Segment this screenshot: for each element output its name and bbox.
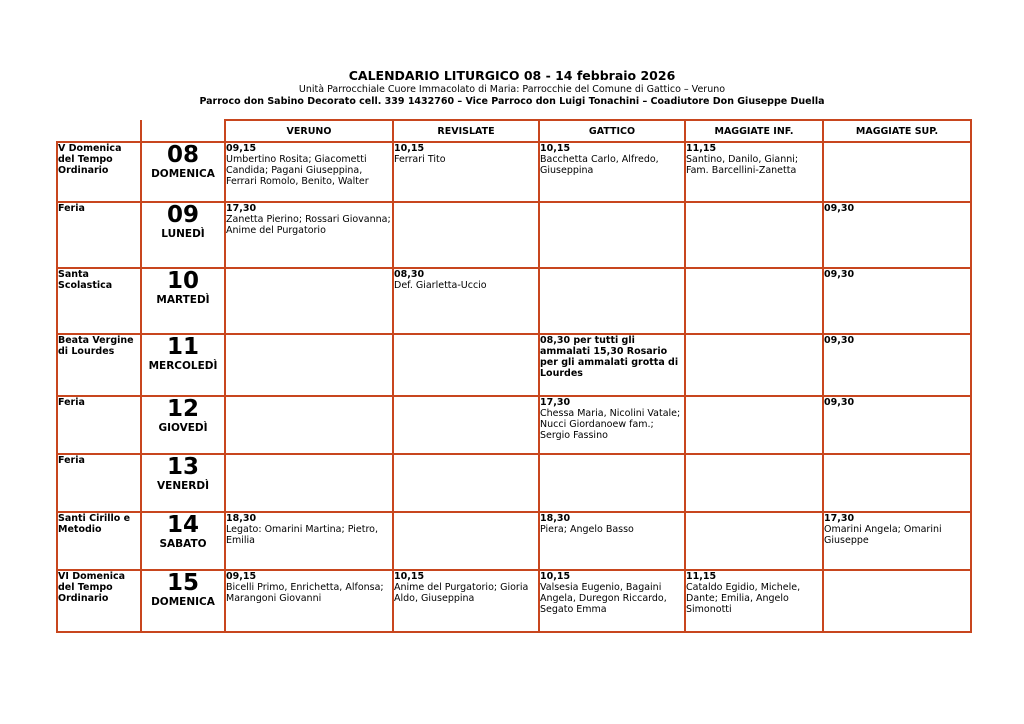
mass-intentions: Anime del Purgatorio; Gioria Aldo, Giuseppina	[394, 582, 529, 604]
mass-cell	[393, 570, 539, 632]
mass-time: 09,30	[824, 269, 855, 280]
day-cell	[141, 202, 225, 268]
mass-intentions: Zanetta Pierino; Rossari Giovanna; Anime del Purgatorio	[226, 214, 391, 236]
mass-intentions: Def. Giarletta-Uccio	[394, 280, 487, 291]
mass-cell	[539, 512, 685, 570]
mass-cell	[225, 512, 393, 570]
mass-time: 11,15	[686, 571, 717, 582]
day-name: DOMENICA	[151, 168, 215, 180]
mass-cell	[539, 454, 685, 512]
day-number: 15	[166, 570, 199, 596]
mass-cell	[225, 142, 393, 202]
calendar-row	[57, 334, 971, 396]
day-name: GIOVEDÌ	[158, 422, 208, 434]
liturgy-label: V Domenica del Tempo Ordinario	[57, 142, 141, 202]
day-number: 08	[166, 142, 199, 168]
mass-time: 11,15	[686, 143, 717, 154]
mass-cell	[685, 334, 823, 396]
mass-time: 09,15	[226, 571, 257, 582]
mass-intentions: Piera; Angelo Basso	[540, 524, 634, 535]
mass-cell	[685, 142, 823, 202]
blank-header-cell	[57, 120, 141, 142]
mass-cell	[393, 202, 539, 268]
mass-cell	[225, 396, 393, 454]
mass-cell	[823, 334, 971, 396]
day-number: 14	[166, 512, 199, 538]
day-name: SABATO	[159, 538, 207, 550]
day-cell	[141, 396, 225, 454]
mass-intentions: Valsesia Eugenio, Bagaini Angela, Duregon Riccardo, Segato Emma	[540, 582, 667, 615]
mass-cell	[225, 202, 393, 268]
day-name: MERCOLEDÌ	[148, 360, 218, 372]
mass-cell	[685, 570, 823, 632]
mass-cell	[823, 142, 971, 202]
mass-cell	[393, 454, 539, 512]
liturgy-label: Santi Cirillo e Metodio	[57, 512, 141, 570]
mass-cell	[823, 512, 971, 570]
header-row	[57, 120, 971, 142]
day-name: MARTEDÌ	[156, 294, 210, 306]
mass-time: 08,30	[394, 269, 425, 280]
day-name: DOMENICA	[151, 596, 215, 608]
mass-time: 10,15	[540, 571, 571, 582]
day-cell	[141, 268, 225, 334]
day-cell	[141, 512, 225, 570]
mass-cell	[225, 334, 393, 396]
mass-time: 17,30	[540, 397, 571, 408]
day-number: 09	[166, 202, 199, 228]
mass-intentions: Omarini Angela; Omarini Giuseppe	[824, 524, 942, 546]
mass-intentions: Bacchetta Carlo, Alfredo, Giuseppina	[540, 154, 659, 176]
mass-cell	[225, 268, 393, 334]
mass-cell	[393, 142, 539, 202]
calendar-row	[57, 202, 971, 268]
mass-cell	[393, 512, 539, 570]
mass-time: 09,15	[226, 143, 257, 154]
blank-header-cell	[141, 120, 225, 142]
mass-cell	[393, 268, 539, 334]
mass-time: 10,15	[394, 143, 425, 154]
mass-time: 18,30	[540, 513, 571, 524]
mass-intentions: Umbertino Rosita; Giacometti Candida; Pagani Giuseppina, Ferrari Romolo, Benito, Walter	[226, 154, 369, 187]
column-header: GATTICO	[539, 120, 685, 142]
day-number: 13	[166, 454, 199, 480]
mass-cell	[685, 268, 823, 334]
mass-intentions: Santino, Danilo, Gianni; Fam. Barcellini-Zanetta	[686, 154, 799, 176]
liturgical-calendar-table	[56, 119, 972, 633]
page-title: CALENDARIO LITURGICO 08 - 14 febbraio 2026	[348, 68, 676, 83]
clergy-line: Parroco don Sabino Decorato cell. 339 1432760 – Vice Parroco don Luigi Tonachini – Coadiutore Don Giuseppe Duella	[199, 96, 825, 107]
mass-cell	[685, 396, 823, 454]
mass-cell	[539, 268, 685, 334]
day-number: 10	[166, 268, 199, 294]
day-cell	[141, 570, 225, 632]
mass-cell	[823, 454, 971, 512]
calendar-row	[57, 396, 971, 454]
mass-time: 09,30	[824, 397, 855, 408]
mass-cell	[539, 570, 685, 632]
mass-time: 18,30	[226, 513, 257, 524]
column-header: MAGGIATE SUP.	[823, 120, 971, 142]
mass-cell	[539, 334, 685, 396]
page-subtitle: Unità Parrocchiale Cuore Immacolato di Maria: Parrocchie del Comune di Gattico – Veruno	[298, 84, 726, 95]
calendar-row	[57, 142, 971, 202]
mass-cell	[539, 142, 685, 202]
day-number: 12	[166, 396, 199, 422]
liturgy-label: Feria	[57, 396, 141, 454]
mass-intentions: Chessa Maria, Nicolini Vatale; Nucci Giordanoew fam.; Sergio Fassino	[540, 408, 681, 441]
mass-time: 09,30	[824, 203, 855, 214]
mass-intentions: Ferrari Tito	[394, 154, 446, 165]
day-number: 11	[166, 334, 199, 360]
mass-time: 17,30	[226, 203, 257, 214]
day-name: VENERDÌ	[157, 480, 209, 492]
mass-cell	[685, 512, 823, 570]
mass-time: 09,30	[824, 335, 855, 346]
column-header: VERUNO	[225, 120, 393, 142]
liturgy-label: VI Domenica del Tempo Ordinario	[57, 570, 141, 632]
mass-cell	[225, 454, 393, 512]
day-cell	[141, 334, 225, 396]
liturgy-label: Feria	[57, 202, 141, 268]
liturgy-label: Feria	[57, 454, 141, 512]
mass-cell	[225, 570, 393, 632]
mass-cell	[393, 334, 539, 396]
column-header: MAGGIATE INF.	[685, 120, 823, 142]
mass-time: 10,15	[540, 143, 571, 154]
liturgy-label: Santa Scolastica	[57, 268, 141, 334]
mass-intentions: Cataldo Egidio, Michele, Dante; Emilia, Angelo Simonotti	[686, 582, 801, 615]
mass-cell	[539, 202, 685, 268]
mass-cell	[823, 268, 971, 334]
calendar-row	[57, 570, 971, 632]
mass-time: 10,15	[394, 571, 425, 582]
mass-note: 08,30 per tutti gli ammalati 15,30 Rosario per gli ammalati grotta di Lourdes	[540, 335, 679, 379]
calendar-row	[57, 454, 971, 512]
day-cell	[141, 454, 225, 512]
mass-intentions: Legato: Omarini Martina; Pietro, Emilia	[226, 524, 378, 546]
calendar-row	[57, 512, 971, 570]
mass-cell	[685, 202, 823, 268]
mass-cell	[823, 570, 971, 632]
column-header: REVISLATE	[393, 120, 539, 142]
mass-cell	[539, 396, 685, 454]
mass-cell	[685, 454, 823, 512]
mass-cell	[823, 396, 971, 454]
mass-intentions: Bicelli Primo, Enrichetta, Alfonsa; Marangoni Giovanni	[226, 582, 384, 604]
calendar-row	[57, 268, 971, 334]
mass-cell	[393, 396, 539, 454]
day-cell	[141, 142, 225, 202]
mass-cell	[823, 202, 971, 268]
day-name: LUNEDÌ	[161, 228, 205, 240]
liturgy-label: Beata Vergine di Lourdes	[57, 334, 141, 396]
mass-time: 17,30	[824, 513, 855, 524]
